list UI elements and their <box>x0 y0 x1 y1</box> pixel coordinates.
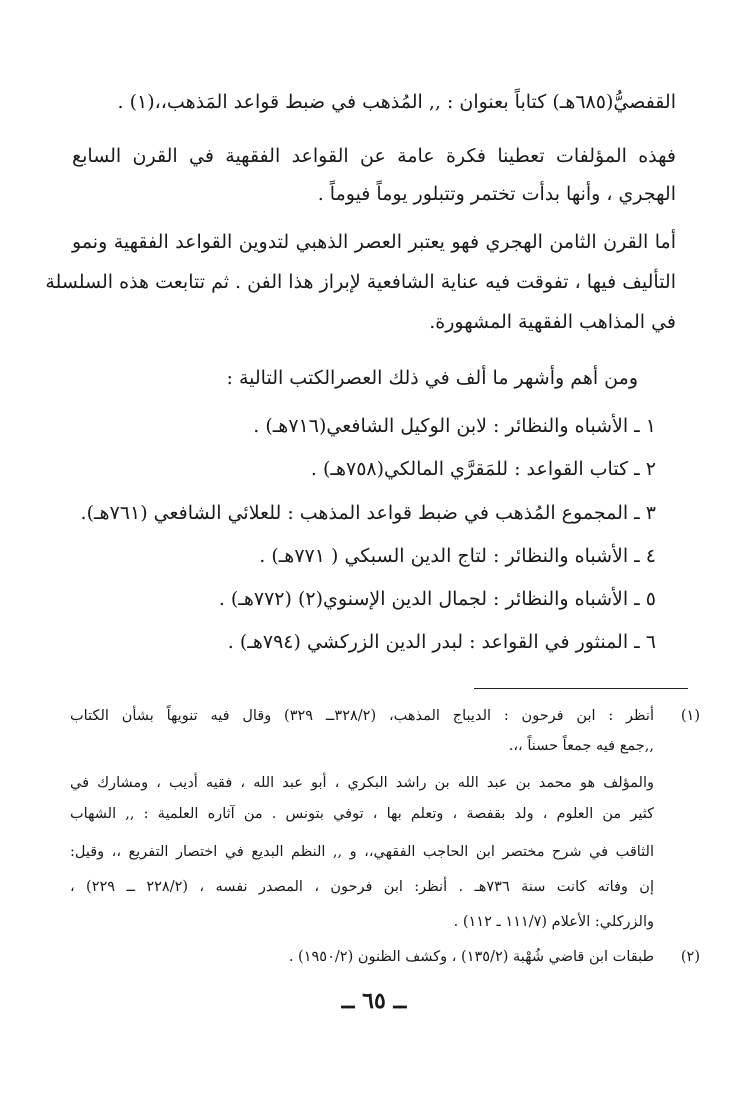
footnote-line: كثير من العلوم ، ولد بقفصة ، وتعلم بها ، توفي بتونس . من آثاره العلمية : ,, الشهاب <box>70 806 654 822</box>
list-item: ١ ـ الأشباه والنظائر : لابن الوكيل الشافعي(٧١٦هـ) . <box>253 415 656 437</box>
paragraph-line: القفصيُّ(٦٨٥هـ) كتاباً بعنوان : ,, المُذهب في ضبط قواعد المَذهب،،(١) . <box>117 91 676 113</box>
list-item: ٤ ـ الأشباه والنظائر : لتاج الدين السبكي ( ٧٧١هـ) . <box>259 545 656 567</box>
footnote-line: الثاقب في شرح مختصر ابن الحاجب الفقهي،، و ,, النظم البديع في اختصار التفريع ،، وقيل: <box>70 844 654 860</box>
footnote-number: (٢) <box>680 949 700 965</box>
list-item: ٥ ـ الأشباه والنظائر : لجمال الدين الإسنوي(٢) (٧٧٢هـ) . <box>218 588 656 610</box>
list-item: ٣ ـ المجموع المُذهب في ضبط قواعد المذهب : للعلائي الشافعي (٧٦١هـ). <box>80 502 656 524</box>
footnote-line: إن وفاته كانت سنة ٧٣٦هـ . أنظر: ابن فرحون ، المصدر نفسه ، (٢٢٨/٢ ــ ٢٢٩) ، <box>70 879 654 895</box>
paragraph-line: في المذاهب الفقهية المشهورة. <box>429 311 676 333</box>
list-item: ٦ ـ المنثور في القواعد : لبدر الدين الزركشي (٧٩٤هـ) . <box>227 631 656 653</box>
paragraph-line: أما القرن الثامن الهجري فهو يعتبر العصر الذهبي لتدوين القواعد الفقهية ونمو <box>72 231 677 253</box>
paragraph-line: الهجري ، وأنها بدأت تختمر وتتبلور يوماً فيوماً . <box>317 183 676 205</box>
footnote-line: أنظر : ابن فرحون : الديباج المذهب، (٣٢٨/٢ــ ٣٢٩) وقال فيه تنويهاً بشأن الكتاب <box>70 708 654 724</box>
footnote-number: (١) <box>680 708 700 724</box>
list-item: ٢ ـ كتاب القواعد : للمَقرَّي المالكي(٧٥٨هـ) . <box>310 458 656 480</box>
paragraph-line: فهذه المؤلفات تعطينا فكرة عامة عن القواعد الفقهية في القرن السابع <box>72 145 676 167</box>
footnote-line: والزركلي: الأعلام (١١١/٧ ـ ١١٢) . <box>453 914 654 930</box>
footnote-line: ,,جمع فيه جمعاً حسناً ،،. <box>508 738 654 754</box>
paragraph-line: التأليف فيها ، تفوقت فيه عناية الشافعية لإبراز هذا الفن . ثم تتابعت هذه السلسلة <box>45 271 676 293</box>
footnote-line: والمؤلف هو محمد بن عبد الله بن راشد البكري ، أبو عبد الله ، فقيه أديب ، ومشارك في <box>70 775 654 791</box>
footnote-separator <box>474 688 688 689</box>
footnote-line: طبقات ابن قاضي شُهْبة (١٣٥/٢) ، وكشف الظنون (١٩٥٠/٢) . <box>288 949 654 965</box>
page-number: ــ ٦٥ ــ <box>341 988 407 1014</box>
paragraph-line: ومن أهم وأشهر ما ألف في ذلك العصرالكتب التالية : <box>226 367 638 389</box>
